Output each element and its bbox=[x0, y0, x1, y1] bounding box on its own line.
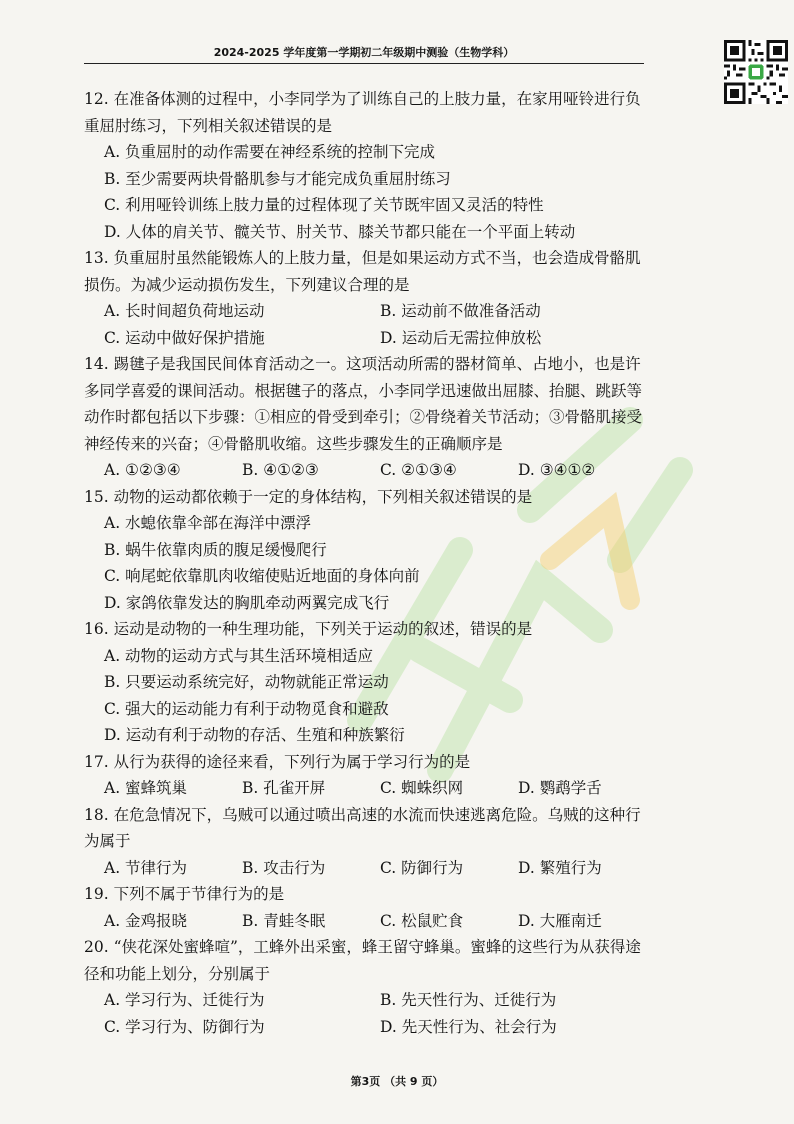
option-b: B. ④①②③ bbox=[242, 461, 319, 479]
option-c: C. 蜘蛛织网 bbox=[380, 779, 464, 797]
option-b: B. 蜗牛依靠肉质的腹足缓慢爬行 bbox=[104, 540, 327, 559]
options-row bbox=[84, 908, 656, 935]
option-d: D. 人体的肩关节、髋关节、肘关节、膝关节都只能在一个平面上转动 bbox=[104, 222, 576, 241]
option-b: B. 攻击行为 bbox=[242, 858, 326, 877]
option-d: D. ③④①② bbox=[518, 461, 596, 479]
options-row bbox=[84, 855, 656, 882]
option-b: B. 运动前不做准备活动 bbox=[380, 302, 541, 320]
header-divider bbox=[84, 63, 644, 64]
question-stem: 18. 在危急情况下，乌贼可以通过喷出高速的水流而快速逃离危险。乌贼的这种行为属于 bbox=[84, 805, 641, 850]
option-c: C. 学习行为、防御行为 bbox=[104, 1017, 265, 1036]
option-d: D. 运动后无需拉伸放松 bbox=[380, 328, 542, 347]
option-b: B. 青蛙冬眠 bbox=[242, 911, 326, 930]
question-12 bbox=[84, 86, 656, 245]
page-header: 2024-2025 学年度第一学期初二年级期中测验（生物学科） bbox=[213, 46, 515, 59]
question-stem: 14. 踢毽子是我国民间体育活动之一。这项活动所需的器材简单、占地小，也是许多同学喜爱的课间活动。根据毽子的落点，小李同学迅速做出屈膝、抬腿、跳跃等动作时都包括以下步骤：①相应的骨受到牵引；②骨绕着关节活动；③骨骼肌接受神经传来的兴奋；④骨骼肌收缩。这些步骤发生的正确顺序是 bbox=[84, 355, 643, 453]
option-a: A. 金鸡报晓 bbox=[104, 911, 188, 930]
question-list bbox=[84, 86, 656, 1040]
options-row bbox=[84, 325, 656, 352]
option-a: A. 学习行为、迁徙行为 bbox=[104, 991, 265, 1009]
option-b: B. 先天性行为、迁徙行为 bbox=[380, 991, 557, 1009]
question-16 bbox=[84, 616, 656, 749]
question-18 bbox=[84, 802, 656, 882]
option-d: D. 繁殖行为 bbox=[518, 858, 602, 877]
option-a: A. 水螅依靠伞部在海洋中漂浮 bbox=[104, 514, 312, 532]
option-a: A. 负重屈肘的动作需要在神经系统的控制下完成 bbox=[104, 143, 436, 161]
question-14 bbox=[84, 351, 656, 484]
option-c: C. 利用哑铃训练上肢力量的过程体现了关节既牢固又灵活的特性 bbox=[104, 196, 544, 214]
options-row bbox=[84, 1014, 656, 1041]
option-a: A. 蜜蜂筑巢 bbox=[104, 779, 188, 797]
option-c: C. 响尾蛇依靠肌肉收缩使贴近地面的身体向前 bbox=[104, 567, 420, 585]
qr-code-icon bbox=[724, 40, 788, 104]
question-stem: 13. 负重屈肘虽然能锻炼人的上肢力量，但是如果运动方式不当，也会造成骨骼肌损伤。为减少运动损伤发生，下列建议合理的是 bbox=[84, 249, 641, 294]
options-row bbox=[84, 987, 656, 1014]
question-17 bbox=[84, 749, 656, 802]
option-c: C. 运动中做好保护措施 bbox=[104, 328, 265, 347]
question-stem: 12. 在准备体测的过程中，小李同学为了训练自己的上肢力量，在家用哑铃进行负重屈肘练习，下列相关叙述错误的是 bbox=[84, 90, 641, 135]
option-c: C. 松鼠贮食 bbox=[380, 911, 464, 930]
options-row bbox=[84, 775, 656, 802]
options-row bbox=[84, 457, 656, 484]
question-20 bbox=[84, 934, 656, 1040]
option-d: D. 先天性行为、社会行为 bbox=[380, 1017, 557, 1036]
option-b: B. 至少需要两块骨骼肌参与才能完成负重屈肘练习 bbox=[104, 169, 451, 188]
option-c: C. 强大的运动能力有利于动物觅食和避敌 bbox=[104, 699, 389, 718]
option-d: D. 运动有利于动物的存活、生殖和种族繁衍 bbox=[104, 726, 405, 744]
question-stem: 19. 下列不属于节律行为的是 bbox=[84, 885, 285, 903]
option-b: B. 孔雀开屏 bbox=[242, 779, 326, 797]
question-15 bbox=[84, 484, 656, 617]
question-stem: 16. 运动是动物的一种生理功能，下列关于运动的叙述，错误的是 bbox=[84, 620, 533, 638]
options-row bbox=[84, 298, 656, 325]
question-stem: 15. 动物的运动都依赖于一定的身体结构，下列相关叙述错误的是 bbox=[84, 487, 533, 506]
option-d: D. 鹦鹉学舌 bbox=[518, 779, 602, 797]
option-c: C. 防御行为 bbox=[380, 858, 464, 877]
option-b: B. 只要运动系统完好，动物就能正常运动 bbox=[104, 673, 389, 691]
option-d: D. 家鸽依靠发达的胸肌牵动两翼完成飞行 bbox=[104, 593, 390, 612]
page-number: 第3页 （共 9 页） bbox=[350, 1075, 444, 1088]
option-a: A. 节律行为 bbox=[104, 858, 188, 877]
option-a: A. 动物的运动方式与其生活环境相适应 bbox=[104, 646, 374, 665]
option-a: A. ①②③④ bbox=[104, 461, 181, 479]
question-stem: 17. 从行为获得的途径来看，下列行为属于学习行为的是 bbox=[84, 752, 471, 771]
question-19 bbox=[84, 881, 656, 934]
option-d: D. 大雁南迁 bbox=[518, 911, 602, 930]
option-c: C. ②①③④ bbox=[380, 461, 457, 479]
question-13 bbox=[84, 245, 656, 351]
question-stem: 20. “侠花深处蜜蜂喧”，工蜂外出采蜜，蜂王留守蜂巢。蜜蜂的这些行为从获得途径和功能上划分，分别属于 bbox=[84, 938, 641, 983]
option-a: A. 长时间超负荷地运动 bbox=[104, 302, 265, 320]
